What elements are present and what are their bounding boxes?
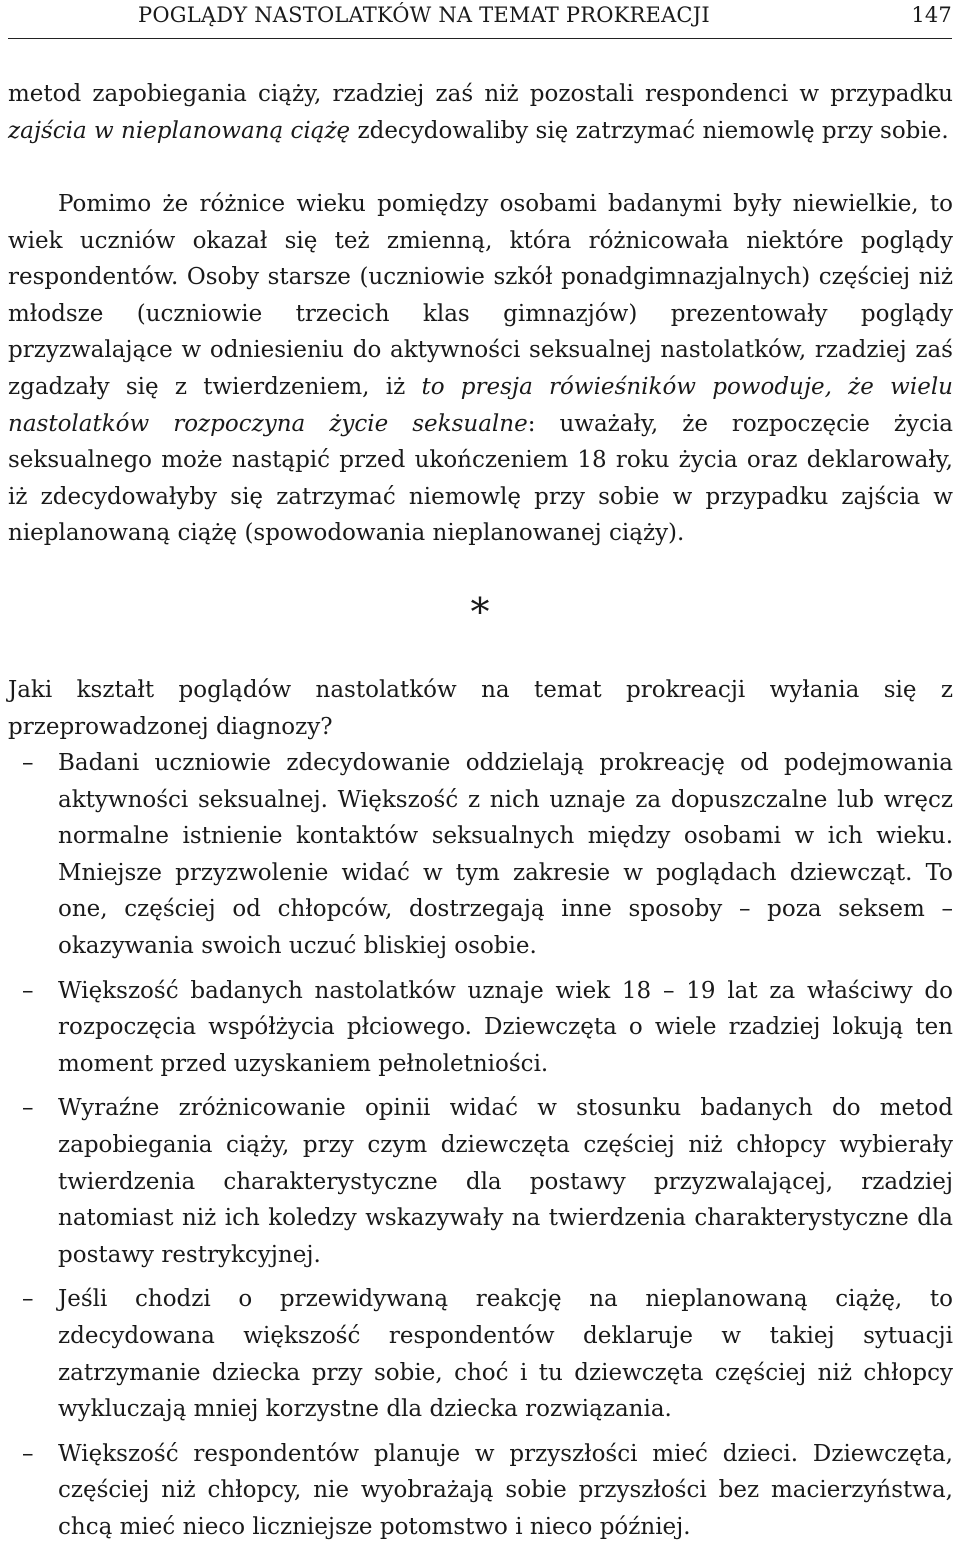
summary-question: Jaki kształt poglądów nastolatków na temat prokreacji wyłania się z przeprowadzonej diagnozy? — [8, 677, 953, 740]
list-bullet: – — [22, 1095, 34, 1122]
list-item-text: Wyraźne zróżnicowanie opinii widać w stosunku badanych do metod zapobiegania ciąży, przy czym dziewczęta częściej niż chłopcy wybierały twierdzenia charakterystyczne dla postawy przyzwalającej, rzadziej natomiast niż ich koledzy wskazywały na twierdzenia charakterystyczne dla postawy restrykcyjnej. — [58, 1095, 953, 1268]
list-bullet: – — [22, 1440, 34, 1467]
list-item-text: Większość respondentów planuje w przyszłości mieć dzieci. Dziewczęta, częściej niż chłopcy, nie wyobrażają sobie przyszłości bez macierzyństwa, chcą mieć nieco liczniejsze potomstwo i nieco później. — [58, 1440, 953, 1540]
text-run: : uważały, że rozpoczęcie życia seksualnego może nastąpić przed ukończeniem 18 roku życia oraz deklarowały, iż zdecydowałyby się zatrzymać niemowlę przy sobie w przypadku zajścia w nieplanowaną ciążę (spowodowania nieplanowanej ciąży). — [8, 410, 953, 547]
list-item — [8, 973, 953, 1083]
text-run: zdecydowaliby się zatrzymać niemowlę przy sobie. — [350, 117, 949, 144]
list-item-text: Większość badanych nastolatków uznaje wiek 18 – 19 lat za właściwy do rozpoczęcia współżycia płciowego. Dziewczęta o wiele rzadziej lokują ten moment przed uzyskaniem pełnoletniości. — [58, 977, 953, 1077]
list-bullet: – — [22, 750, 34, 776]
paragraph-continuation — [8, 76, 953, 149]
running-head: POGLĄDY NASTOLATKÓW NA TEMAT PROKREACJI — [138, 3, 710, 27]
italic-phrase: to presja rówieśników powoduje, że wielu nastolatków rozpoczyna życie seksualne — [8, 373, 953, 437]
list-item-text: Badani uczniowie zdecydowanie oddzielają prokreację od podejmowania aktywności seksualnej. Większość z nich uznaje za dopuszczalne lub wręcz normalne istnienie kontaktów seksualnych między osobami w ich wieku. Mniejsze przyzwolenie widać w tym zakresie w poglądach dziewcząt. To one, częściej od chłopców, dostrzegają inne sposoby – poza seksem – okazywania swoich uczuć bliskiej osobie. — [58, 750, 953, 959]
page-header — [8, 0, 952, 39]
list-item — [8, 745, 953, 965]
list-item — [8, 1436, 953, 1546]
conclusions-list — [8, 745, 953, 1553]
italic-phrase: zajścia w nieplanowaną ciążę — [8, 117, 351, 144]
list-bullet: – — [22, 977, 34, 1004]
list-bullet: – — [22, 1286, 34, 1313]
text-run: Pomimo że różnice wieku pomiędzy osobami badanymi były niewielkie, to wiek uczniów okazał się też zmienną, która różnicowała niektóre poglądy respondentów. Osoby starsze (uczniowie szkół ponadgimnazjalnych) częściej niż młodsze (uczniowie trzecich klas gimnazjów) prezentowały poglądy przyzwalające w odniesieniu do aktywności seksualnej nastolatków, rzadziej zaś zgadzały się z twierdzeniem, iż — [8, 191, 953, 400]
list-item — [8, 1281, 953, 1427]
list-item — [8, 1090, 953, 1273]
text-run: metod zapobiegania ciąży, rzadziej zaś niż pozostali respondenci w przypadku — [8, 81, 953, 107]
paragraph-age-differences — [8, 186, 953, 552]
list-item-text: Jeśli chodzi o przewidywaną reakcję na nieplanowaną ciążę, to zdecydowana większość respondentów deklaruje w takiej sytuacji zatrzymanie dziecka przy sobie, choć i tu dziewczęta częściej niż chłopcy wykluczają mniej korzystne dla dziecka rozwiązania. — [58, 1286, 953, 1423]
page-number: 147 — [911, 3, 952, 27]
section-separator: * — [470, 590, 490, 634]
